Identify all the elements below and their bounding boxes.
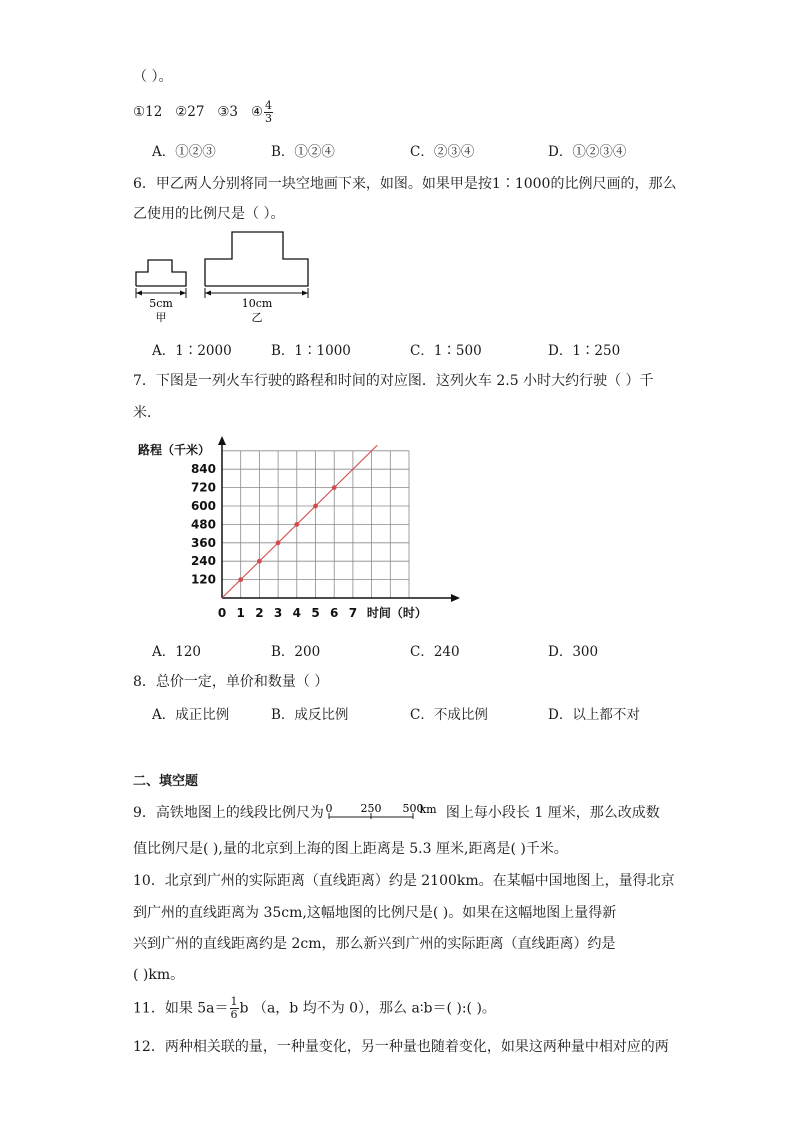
q9-line-2: 值比例尺是( ),量的北京到上海的图上距离是 5.3 厘米,距离是( )千米。	[133, 841, 568, 857]
q6-option-c[interactable]: C．1∶500	[410, 343, 482, 359]
data-point	[332, 485, 337, 490]
x-tick-label: 1	[236, 606, 245, 620]
x-tick-label: 2	[255, 606, 264, 620]
q11-line	[133, 996, 496, 1021]
y-tick-label: 120	[190, 572, 216, 587]
q8-line: 8．总价一定，单价和数量（ ）	[133, 674, 329, 690]
y-axis-arrow-icon	[218, 436, 226, 445]
line-scale-bar	[324, 801, 446, 821]
q10-line-2: 到广州的直线距离为 35cm,这幅地图的比例尺是( )。如果在这幅地图上量得新	[133, 905, 617, 921]
q5-item-2: ②27	[175, 104, 205, 120]
q11-fraction	[230, 996, 239, 1021]
q5-tail: （ ）。	[133, 69, 173, 85]
scale-label-250: 250	[360, 802, 382, 815]
shape-b-name: 乙	[251, 311, 263, 324]
section-title: 二、填空题	[133, 774, 199, 789]
y-tick-label: 360	[190, 535, 216, 550]
q5-items	[133, 100, 274, 125]
q10-line-4: ( )km。	[133, 967, 185, 983]
q11-prefix: 11．如果 5a＝	[133, 1000, 229, 1017]
q8-option-d[interactable]: D．以上都不对	[548, 707, 640, 723]
x-tick-label: 6	[330, 606, 339, 620]
data-point	[238, 577, 243, 582]
q6-option-a[interactable]: A．1∶2000	[152, 343, 232, 359]
q7-line-1: 7．下图是一列火车行驶的路程和时间的对应图．这列火车 2.5 小时大约行驶（ ）千	[133, 373, 654, 389]
x-tick-label: 3	[273, 606, 283, 620]
q8-option-a[interactable]: A．成正比例	[152, 707, 230, 723]
q5-item-1: ①12	[133, 104, 163, 120]
q6-line-2: 乙使用的比例尺是（ ）。	[133, 206, 285, 222]
q6-figure	[130, 226, 320, 326]
q10-line-3: 兴到广州的直线距离约是 2cm，那么新兴到广州的实际距离（直线距离）约是	[133, 936, 616, 952]
q7-line-2: 米．	[133, 405, 161, 421]
shape-a-name: 甲	[155, 311, 167, 324]
y-tick-label: 240	[190, 554, 216, 569]
arrow-left-icon	[136, 291, 142, 296]
fraction-denominator: 3	[265, 112, 272, 125]
arrow-right-icon	[180, 291, 186, 296]
data-point	[313, 504, 318, 509]
y-tick-label: 600	[190, 499, 216, 513]
q9-suffix: 图上每小段长 1 厘米，那么改成数	[445, 805, 660, 821]
shape-b-length: 10cm	[241, 297, 273, 310]
arrow-left-icon	[205, 291, 211, 296]
y-tick-label: 840	[190, 462, 216, 477]
arrow-right-icon	[302, 291, 308, 296]
x-axis-arrow-icon	[451, 594, 460, 602]
q9-line-1	[133, 801, 660, 822]
scale-label-500: 500	[402, 802, 424, 815]
scale-unit: km	[419, 803, 437, 816]
q8-option-c[interactable]: C．不成比例	[410, 707, 488, 723]
q6-option-d[interactable]: D．1∶250	[548, 343, 621, 359]
data-point	[294, 522, 299, 527]
q7-option-b[interactable]: B．200	[271, 644, 321, 660]
q7-option-c[interactable]: C．240	[410, 644, 460, 660]
fraction-numerator: 4	[265, 99, 272, 112]
fraction-numerator: 1	[230, 995, 238, 1008]
q5-option-c[interactable]: C．②③④	[410, 144, 475, 160]
x-tick-label: 7	[348, 606, 358, 620]
q5-option-a[interactable]: A．①②③	[152, 144, 216, 160]
q7-option-d[interactable]: D．300	[548, 644, 599, 660]
q5-option-d[interactable]: D．①②③④	[548, 144, 627, 160]
x-tick-label: 0	[217, 606, 227, 620]
distance-time-chart	[130, 436, 470, 626]
q12-line-1: 12．两种相关联的量，一种量变化，另一种量也随着变化，如果这两种量中相对应的两	[133, 1039, 669, 1055]
q6-line-1: 6．甲乙两人分别将同一块空地画下来，如图。如果甲是按1∶1000的比例尺画的，那么	[133, 176, 677, 192]
data-point	[276, 540, 281, 545]
q5-item-4: ④	[250, 104, 263, 120]
q7-option-a[interactable]: A．120	[152, 644, 202, 660]
q5-option-b[interactable]: B．①②④	[271, 144, 335, 160]
q6-option-b[interactable]: B．1∶1000	[271, 343, 351, 359]
q9-prefix: 9．高铁地图上的线段比例尺为	[133, 805, 324, 821]
q5-item-4-fraction	[264, 100, 273, 125]
shape-a	[136, 260, 186, 286]
y-axis-label: 路程（千米）	[138, 443, 211, 457]
q11-suffix: b （a，b 均不为 0），那么 a∶b＝( ):( )。	[239, 1000, 496, 1017]
x-tick-label: 5	[311, 606, 320, 620]
y-tick-label: 480	[190, 517, 216, 532]
x-tick-label: 4	[292, 606, 301, 620]
scale-label-0: 0	[325, 802, 333, 815]
q8-option-b[interactable]: B．成反比例	[271, 707, 349, 723]
series-line	[222, 445, 377, 598]
fraction-denominator: 6	[230, 1008, 238, 1021]
q10-line-1: 10．北京到广州的实际距离（直线距离）约是 2100km。在某幅中国地图上，量得北京	[133, 873, 675, 889]
x-axis-label: 时间（时）	[366, 606, 427, 620]
shape-a-length: 5cm	[149, 297, 173, 310]
data-point	[257, 559, 262, 564]
shape-b	[205, 232, 308, 286]
q5-item-3: ③3	[217, 104, 239, 120]
y-tick-label: 720	[190, 480, 216, 495]
